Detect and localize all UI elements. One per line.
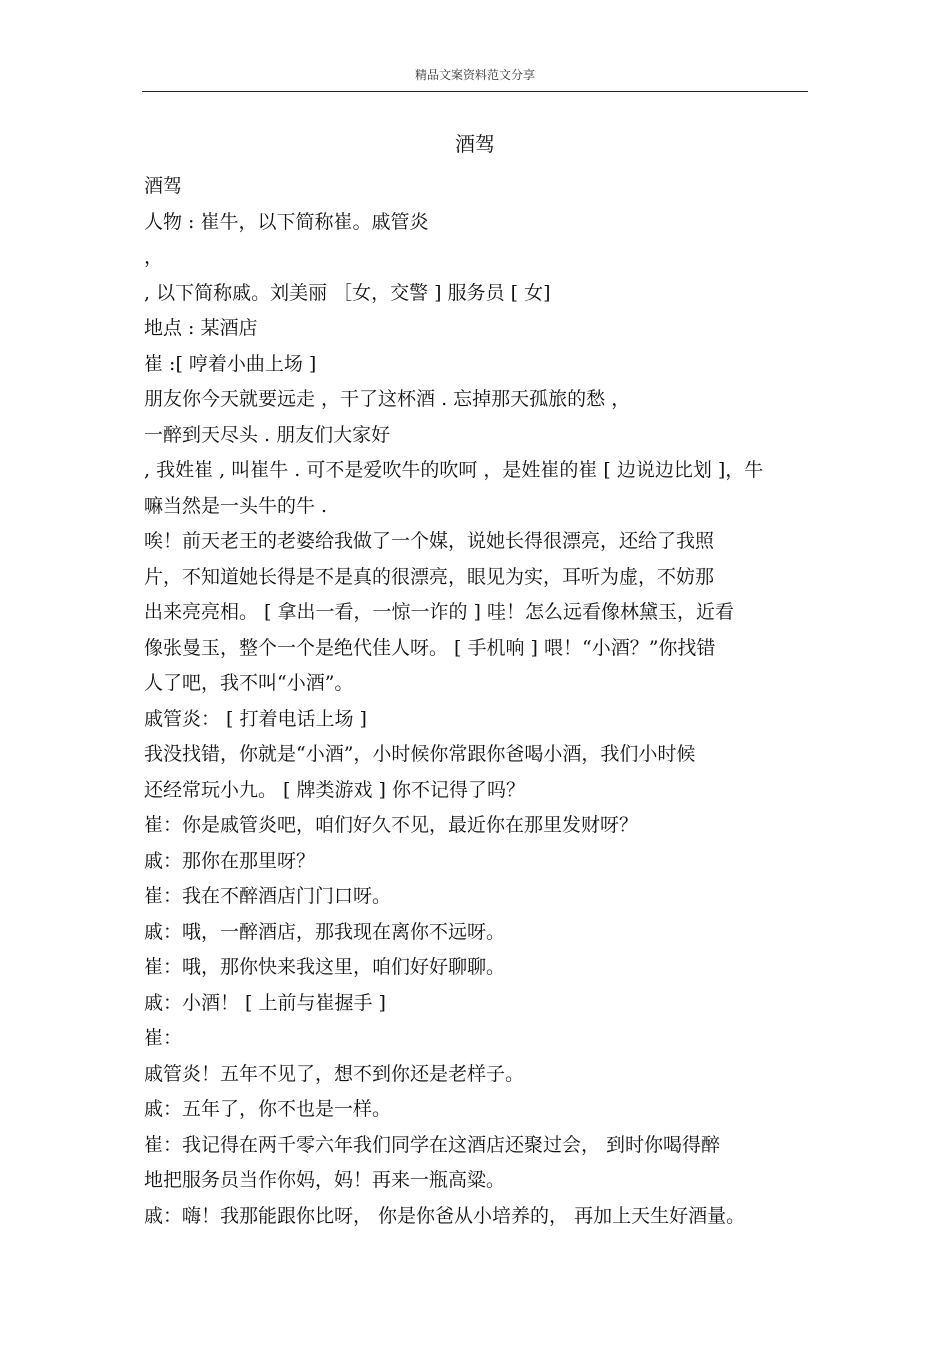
body-line: 戚：五年了，你不也是一样。	[144, 1098, 392, 1120]
document-title: 酒驾	[455, 132, 495, 156]
body-line: , 以下简称戚。刘美丽 ［女，交警 ] 服务员 [ 女]	[144, 281, 551, 304]
body-line: 崔：哦，那你快来我这里，咱们好好聊聊。	[144, 956, 506, 978]
body-line: , 我姓崔 , 叫崔牛 . 可不是爱吹牛的吹呵 ，是姓崔的崔 [ 边说边比划 ]，牛	[144, 459, 764, 481]
body-line: 人了吧，我不叫“小酒”。	[144, 672, 354, 694]
body-line: 人物 : 崔牛，以下简称崔。戚管炎	[144, 210, 429, 233]
body-line: 地点 : 某酒店	[144, 317, 258, 339]
body-line: 崔：	[144, 1027, 183, 1049]
body-line: 戚：那你在那里呀？	[144, 849, 316, 872]
body-line: 崔：你是戚管炎吧，咱们好久不见，最近你在那里发财呀？	[144, 814, 639, 836]
body-line: 朋友你今天就要远走 ，干了这杯酒 . 忘掉那天孤旅的愁 ，	[144, 388, 631, 410]
body-line: 我没找错，你就是“小酒”，小时候你常跟你爸喝小酒，我们小时候	[144, 743, 696, 765]
body-line: 还经常玩小九。 [ 牌类游戏 ] 你不记得了吗？	[144, 778, 525, 801]
page-header: 精品文案资料范文分享	[414, 68, 535, 82]
body-line: 戚：小酒！ [ 上前与崔握手 ]	[144, 991, 386, 1014]
body-line: 像张曼玉，整个一个是绝代佳人呀。 [ 手机响 ] 喂！“小酒？”你找错	[144, 636, 716, 659]
body-line: 崔 :[ 哼着小曲上场 ]	[144, 352, 317, 375]
body-line: ，	[144, 246, 164, 268]
body-line: 片，不知道她长得是不是真的很漂亮，眼见为实，耳听为虚，不妨那	[144, 565, 715, 588]
header-divider	[142, 91, 808, 92]
body-line: 戚管炎： [ 打着电话上场 ]	[144, 707, 367, 730]
body-line: 嘛当然是一头牛的牛 .	[144, 494, 328, 517]
body-line: 崔：我记得在两千零六年我们同学在这酒店还聚过会， 到时你喝得醉	[144, 1133, 721, 1156]
body-line: 戚管炎！五年不见了，想不到你还是老样子。	[144, 1062, 525, 1085]
body-line: 一醉到天尽头 . 朋友们大家好	[144, 423, 391, 446]
body-line: 戚：嗨！我那能跟你比呀， 你是你爸从小培养的， 再加上天生好酒量。	[144, 1204, 746, 1227]
document-body	[144, 169, 814, 1234]
body-line: 酒驾	[144, 175, 183, 197]
body-line: 戚：哦，一醉酒店，那我现在离你不远呀。	[144, 920, 506, 943]
body-line: 唉！前天老王的老婆给我做了一个媒，说她长得很漂亮，还给了我照	[144, 530, 715, 552]
body-line: 出来亮亮相。 [ 拿出一看，一惊一诈的 ] 哇！怎么远看像林黛玉，近看	[144, 601, 734, 623]
body-line: 崔：我在不醉酒店门门口呀。	[144, 885, 392, 907]
body-line: 地把服务员当作你妈，妈！再来一瓶高粱。	[144, 1169, 506, 1191]
